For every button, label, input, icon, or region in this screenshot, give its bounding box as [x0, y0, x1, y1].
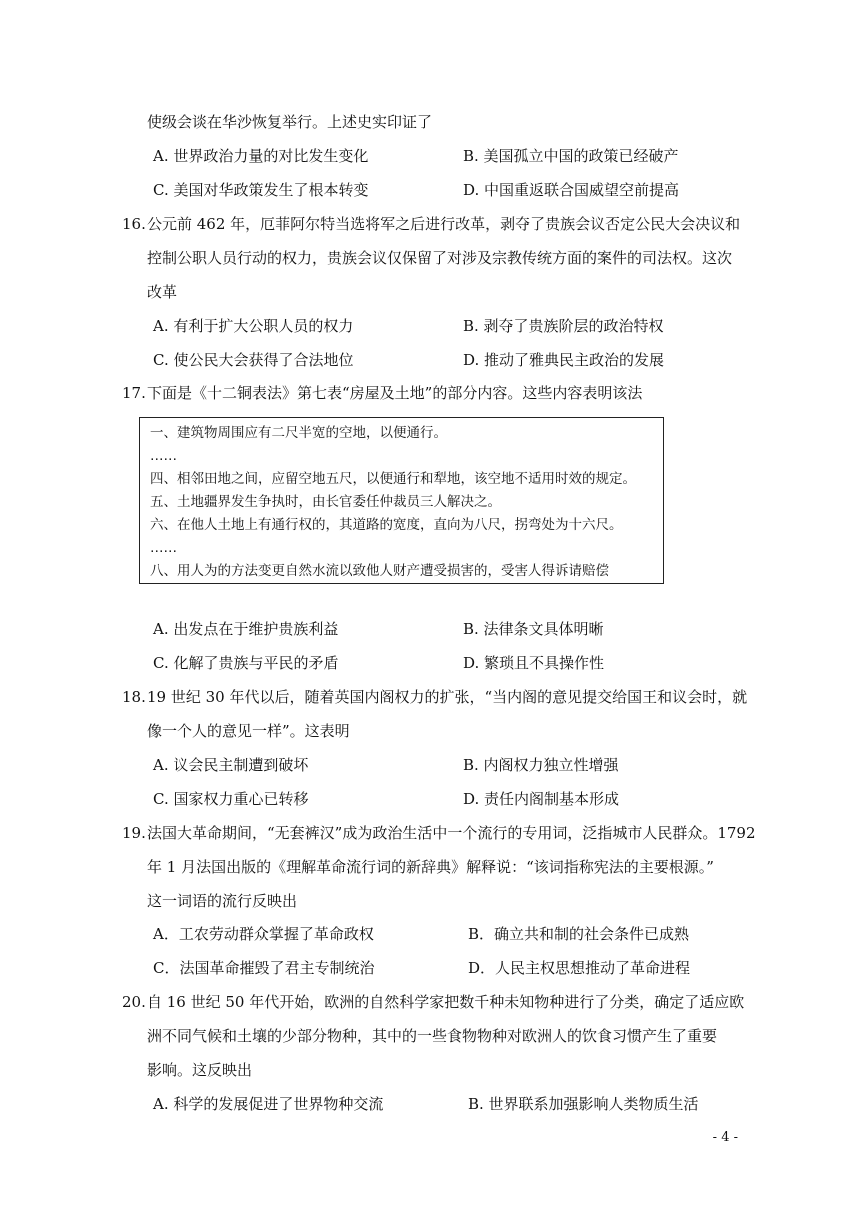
q17-option-c: C. 化解了贵族与平民的矛盾 — [153, 654, 339, 672]
q18-option-c: C. 国家权力重心已转移 — [153, 790, 309, 808]
q15-option-b: B. 美国孤立中国的政策已经破产 — [463, 147, 679, 165]
q17-box-line-5: 六、在他人土地上有通行权的，其道路的宽度，直向为八尺，拐弯处为十六尺。 — [150, 517, 623, 533]
q20-number: 20. — [122, 993, 146, 1011]
q20-stem-line-1: 自 16 世纪 50 年代开始，欧洲的自然科学家把数千种未知物种进行了分类，确定了适应欧 — [147, 993, 745, 1011]
q17-box-line-2: …… — [150, 448, 177, 464]
q17-stem: 下面是《十二铜表法》第七表“房屋及土地”的部分内容。这些内容表明该法 — [147, 384, 643, 402]
q17-option-d: D. 繁琐且不具操作性 — [463, 654, 605, 672]
q20-stem-line-2: 洲不同气候和土壤的少部分物种，其中的一些食物物种对欧洲人的饮食习惯产生了重要 — [147, 1027, 718, 1045]
q15-option-d: D. 中国重返联合国威望空前提高 — [463, 181, 680, 199]
q19-stem-line-3: 这一词语的流行反映出 — [147, 892, 298, 910]
q18-number: 18. — [122, 688, 146, 706]
q16-stem-line-1: 公元前 462 年，厄菲阿尔特当选将军之后进行改革，剥夺了贵族会议否定公民大会决议和 — [147, 215, 741, 233]
q19-option-d: D．人民主权思想推动了革命进程 — [468, 959, 691, 977]
q18-option-a: A. 议会民主制遭到破坏 — [153, 756, 309, 774]
q16-option-c: C. 使公民大会获得了合法地位 — [153, 351, 354, 369]
q16-option-d: D. 推动了雅典民主政治的发展 — [463, 351, 665, 369]
page-number: - 4 - — [712, 1130, 738, 1145]
q19-option-a: A．工农劳动群众掌握了革命政权 — [153, 925, 374, 943]
q15-option-c: C. 美国对华政策发生了根本转变 — [153, 181, 369, 199]
q16-option-b: B. 剥夺了贵族阶层的政治特权 — [463, 317, 664, 335]
q19-option-c: C．法国革命摧毁了君主专制统治 — [153, 959, 375, 977]
q18-stem-line-2: 像一个人的意见一样”。这表明 — [147, 722, 350, 740]
q15-stem-continuation: 使级会谈在华沙恢复举行。上述史实印证了 — [147, 113, 433, 131]
q18-stem-line-1: 19 世纪 30 年代以后，随着英国内阁权力的扩张，“当内阁的意见提交给国王和议会时，就 — [147, 688, 748, 706]
q17-option-b: B. 法律条文具体明晰 — [463, 620, 604, 638]
q16-option-a: A. 有利于扩大公职人员的权力 — [153, 317, 354, 335]
q20-stem-line-3: 影响。这反映出 — [147, 1061, 253, 1079]
q19-stem-line-2: 年 1 月法国出版的《理解革命流行词的新辞典》解释说：“该词指称宪法的主要根源。” — [147, 858, 714, 876]
q17-box-line-7: 八、用人为的方法变更自然水流以致他人财产遭受损害的，受害人得诉请赔偿 — [150, 563, 609, 579]
q17-box-line-6: …… — [150, 540, 177, 556]
q17-box-line-3: 四、相邻田地之间，应留空地五尺，以便通行和犁地，该空地不适用时效的规定。 — [150, 471, 636, 487]
q19-number: 19. — [122, 824, 146, 842]
q18-option-b: B. 内阁权力独立性增强 — [463, 756, 619, 774]
q17-number: 17. — [122, 384, 146, 402]
q17-box-line-1: 一、建筑物周围应有二尺半宽的空地，以便通行。 — [150, 425, 447, 441]
q15-option-a: A. 世界政治力量的对比发生变化 — [153, 147, 369, 165]
q19-option-b: B．确立共和制的社会条件已成熟 — [468, 925, 690, 943]
q16-stem-line-2: 控制公职人员行动的权力，贵族会议仅保留了对涉及宗教传统方面的案件的司法权。这次 — [147, 249, 733, 267]
q17-option-a: A. 出发点在于维护贵族利益 — [153, 620, 339, 638]
q19-stem-line-1: 法国大革命期间，“无套裤汉”成为政治生活中一个流行的专用词，泛指城市人民群众。1792 — [147, 824, 756, 842]
q20-option-b: B. 世界联系加强影响人类物质生活 — [468, 1095, 699, 1113]
q17-box-line-4: 五、土地疆界发生争执时，由长官委任仲裁员三人解决之。 — [150, 494, 501, 510]
q17-source-box — [139, 417, 664, 584]
q18-option-d: D. 责任内阁制基本形成 — [463, 790, 620, 808]
q16-stem-line-3: 改革 — [147, 283, 178, 301]
q20-option-a: A. 科学的发展促进了世界物种交流 — [153, 1095, 384, 1113]
q16-number: 16. — [122, 215, 146, 233]
